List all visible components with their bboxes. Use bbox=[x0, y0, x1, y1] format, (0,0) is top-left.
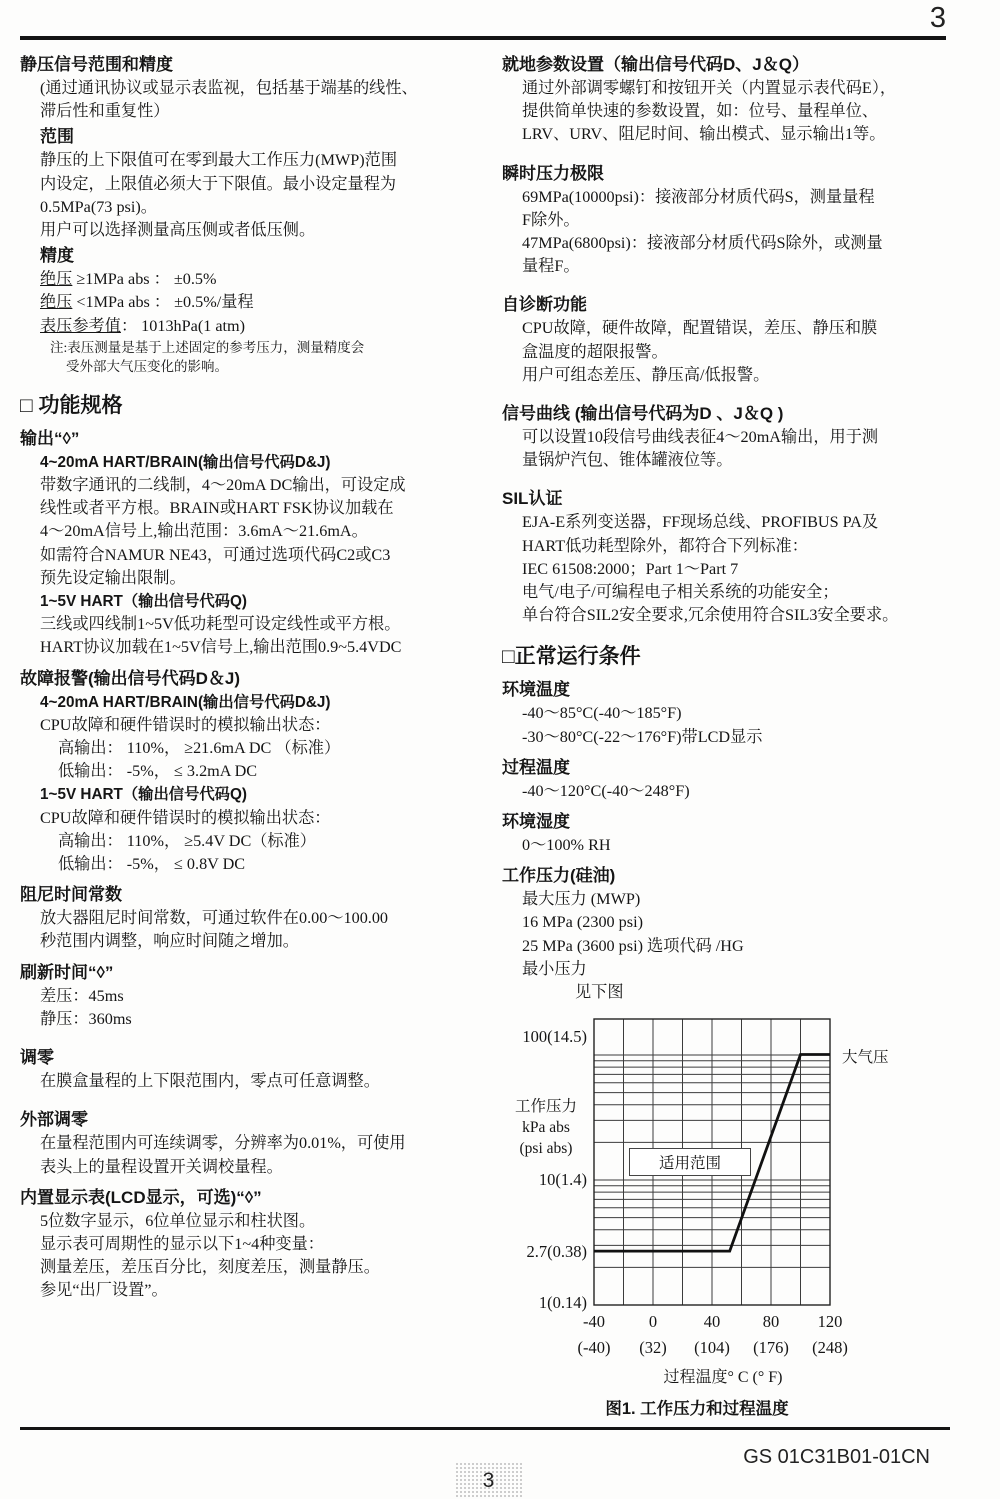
section-ambient-humidity bbox=[502, 810, 982, 857]
text-line: F除外。 bbox=[522, 210, 580, 229]
x-tick-label: (248) bbox=[812, 1338, 848, 1357]
section-heading: 外部调零 bbox=[20, 1110, 88, 1130]
y-tick-label: 1(0.14) bbox=[538, 1293, 587, 1312]
section-heading: 故障报警(输出信号代码D＆J) bbox=[20, 668, 241, 688]
subsection-heading: 1~5V HART（输出信号代码Q) bbox=[40, 786, 247, 804]
text-line: 低输出： -5%， ≤ 3.2mA DC bbox=[58, 762, 258, 781]
section-ambient-temperature bbox=[502, 678, 982, 748]
x-tick-label: 80 bbox=[762, 1312, 780, 1331]
text-line: 静压的上下限值可在零到最大工作压力(MWP)范围 bbox=[40, 151, 398, 170]
text-line: EJA-E系列变送器，FF现场总线、PROFIBUS PA及 bbox=[522, 513, 879, 532]
doc-code: GS 01C31B01-01CN bbox=[743, 1446, 930, 1468]
text-line: 滞后性和重复性） bbox=[40, 102, 170, 121]
section-heading: 阻尼时间常数 bbox=[20, 885, 122, 905]
text-line: 通过外部调零螺钉和按钮开关（内置显示表代码E）， bbox=[522, 79, 897, 97]
x-tick-label: (104) bbox=[694, 1338, 730, 1357]
section-local-parameter bbox=[502, 53, 982, 147]
page-number-top: 3 bbox=[929, 2, 946, 34]
chart-plot-area bbox=[497, 1012, 1000, 1424]
text-line: 三线或四线制1~5V低功耗型可设定线性或平方根。 bbox=[40, 615, 401, 634]
text-line: 在量程范围内可连续调零，分辨率为0.01%，可使用 bbox=[40, 1134, 406, 1153]
text-line: -40～120°C(-40～248°F) bbox=[522, 781, 690, 800]
figure-caption: 图1. 工作压力和过程温度 bbox=[605, 1400, 789, 1418]
section-zero-adjust bbox=[20, 1046, 494, 1093]
text-line: 测量差压，差压百分比，刻度差压，测量静压。 bbox=[40, 1258, 380, 1277]
text-line: 最大压力 (MWP) bbox=[522, 890, 641, 909]
y-axis-title-line: (psi abs) bbox=[519, 1140, 573, 1157]
text-line: 秒范围内调整，响应时间随之增加。 bbox=[40, 932, 299, 951]
section-heading: 内置显示表(LCD显示，可选)“◊” bbox=[20, 1187, 262, 1207]
text-line: 高输出： 110%， ≥21.6mA DC （标准） bbox=[58, 739, 341, 758]
page-number-bottom bbox=[455, 1462, 522, 1499]
subsection-heading: 范围 bbox=[40, 127, 74, 147]
text-line: 69MPa(10000psi)：接液部分材质代码S，测量量程 bbox=[522, 187, 875, 206]
underlined-term: 表压参考值 bbox=[40, 316, 121, 335]
left-column bbox=[20, 46, 494, 1303]
text-line: 0.5MPa(73 psi)。 bbox=[40, 197, 157, 216]
text-line: CPU故障和硬件错误时的模拟输出状态： bbox=[40, 715, 331, 734]
text-line: 提供简单快速的参数设置，如：位号、量程单位、 bbox=[522, 102, 879, 121]
x-tick-label: (-40) bbox=[577, 1338, 611, 1357]
section-output bbox=[20, 427, 494, 660]
text-line: 低输出： -5%， ≤ 0.8V DC bbox=[58, 855, 246, 874]
text-line: LRV、URV、阻尼时间、输出模式、显示输出1等。 bbox=[522, 125, 886, 144]
section-heading: 信号曲线 (输出信号代码为D 、J＆Q ) bbox=[502, 404, 784, 424]
section-failure-alarm bbox=[20, 667, 494, 877]
text-line: 如需符合NAMUR NE43，可通过选项代码C2或C3 bbox=[40, 545, 391, 564]
x-tick-label: (32) bbox=[639, 1338, 667, 1357]
text-line: 4～20mA信号上,输出范围：3.6mA～21.6mA。 bbox=[40, 522, 368, 541]
section-self-diagnostics bbox=[502, 293, 982, 387]
section-heading: 自诊断功能 bbox=[502, 295, 587, 315]
section-heading: 调零 bbox=[20, 1048, 54, 1068]
text-line: CPU故障和硬件错误时的模拟输出状态： bbox=[40, 808, 331, 827]
section-heading: 工作压力(硅油) bbox=[502, 866, 616, 886]
text-line: 见下图 bbox=[575, 983, 624, 1002]
text-line: -30～80°C(-22～176°F)带LCD显示 bbox=[522, 727, 763, 746]
section-signal-curve bbox=[502, 402, 982, 472]
text-line: 电气/电子/可编程电子相关系统的功能安全； bbox=[522, 583, 839, 602]
text-line: HART低功耗型除外，都符合下列标准： bbox=[522, 536, 808, 555]
text-line: 用户可组态差压、静压高/低报警。 bbox=[522, 365, 770, 384]
section-heading: 环境温度 bbox=[502, 680, 570, 700]
subsection-heading: 1~5V HART（输出信号代码Q) bbox=[40, 593, 247, 611]
text-line: 放大器阻尼时间常数，可通过软件在0.00～100.00 bbox=[40, 909, 389, 928]
section-heading: 刷新时间“◊” bbox=[20, 962, 114, 982]
note-line: 受外部大气压变化的影响。 bbox=[66, 358, 228, 374]
text-line: 参见“出厂设置”。 bbox=[40, 1281, 168, 1300]
text-line: 16 MPa (2300 psi) bbox=[522, 913, 643, 932]
text-line: CPU故障，硬件故障，配置错误，差压、静压和膜 bbox=[522, 319, 878, 338]
text-line: 0～100% RH bbox=[522, 836, 611, 855]
section-refresh-time bbox=[20, 961, 494, 1031]
section-static-pressure-signal bbox=[20, 53, 494, 376]
section-heading: 输出“◊” bbox=[20, 428, 80, 448]
section-working-pressure bbox=[502, 864, 982, 1004]
right-column bbox=[502, 46, 982, 1004]
text-line: 47MPa(6800psi)：接液部分材质代码S除外，或测量 bbox=[522, 234, 883, 253]
text-line: 盒温度的超限报警。 bbox=[522, 342, 668, 361]
text-line: 可以设置10段信号曲线表征4～20mA输出，用于测 bbox=[522, 428, 879, 447]
subsection-heading: 4~20mA HART/BRAIN(输出信号代码D&J) bbox=[40, 693, 331, 711]
text-line: 线性或者平方根。BRAIN或HART FSK协议加载在 bbox=[40, 499, 394, 518]
section-overpressure-limit bbox=[502, 162, 982, 279]
text-line bbox=[20, 315, 494, 338]
x-axis-title: 过程温度° C (° F) bbox=[663, 1369, 783, 1386]
annotation-text: 适用范围 bbox=[658, 1155, 721, 1172]
x-tick-label: 120 bbox=[817, 1312, 843, 1331]
text-span: ： 1013hPa(1 atm) bbox=[120, 316, 246, 335]
text-line: 25 MPa (3600 psi) 选项代码 /HG bbox=[522, 936, 744, 955]
section-external-zero bbox=[20, 1108, 494, 1178]
section-heading: SIL认证 bbox=[502, 489, 563, 509]
text-line: 表头上的量程设置开关调校量程。 bbox=[40, 1157, 283, 1176]
section-normal-operating-conditions: □正常运行条件 bbox=[502, 645, 641, 669]
text-line: 最小压力 bbox=[522, 959, 587, 978]
y-axis-title-line: 工作压力 bbox=[514, 1098, 577, 1115]
subsection-heading: 精度 bbox=[40, 246, 74, 266]
section-heading: 瞬时压力极限 bbox=[502, 163, 604, 183]
text-span: ≥1MPa abs ： ±0.5% bbox=[72, 270, 217, 289]
top-rule bbox=[20, 36, 946, 40]
section-heading: 就地参数设置（输出信号代码D、J＆Q） bbox=[502, 55, 809, 74]
x-tick-label: (176) bbox=[753, 1338, 789, 1357]
footer-rule bbox=[20, 1427, 950, 1430]
section-heading: 环境湿度 bbox=[502, 812, 570, 832]
y-axis-title-line: kPa abs bbox=[522, 1119, 570, 1136]
section-sil-certification bbox=[502, 487, 982, 627]
section-process-temperature bbox=[502, 756, 982, 803]
y-tick-label: 10(1.4) bbox=[538, 1170, 587, 1189]
section-heading: 静压信号范围和精度 bbox=[20, 55, 173, 74]
text-line: 在膜盒量程的上下限范围内，零点可任意调整。 bbox=[40, 1072, 380, 1091]
y-tick-label: 100(14.5) bbox=[522, 1027, 587, 1046]
x-tick-label: -40 bbox=[583, 1312, 605, 1331]
underlined-term: 绝压 bbox=[40, 270, 73, 289]
note-line: 注:表压测量是基于上述固定的参考压力，测量精度会 bbox=[50, 339, 365, 355]
text-line: HART协议加载在1~5V信号上,输出范围0.9~5.4VDC bbox=[40, 638, 402, 657]
text-line: 显示表可周期性的显示以下1~4种变量： bbox=[40, 1234, 324, 1253]
text-line: 高输出： 110%， ≥5.4V DC（标准） bbox=[58, 831, 316, 850]
text-line bbox=[20, 291, 494, 314]
text-line: 单台符合SIL2安全要求,冗余使用符合SIL3安全要求。 bbox=[522, 606, 899, 625]
subsection-heading: 4~20mA HART/BRAIN(输出信号代码D&J) bbox=[40, 453, 331, 471]
x-tick-label: 40 bbox=[703, 1312, 721, 1331]
underlined-term: 绝压 bbox=[40, 293, 73, 312]
text-span: <1MPa abs ： ±0.5%/量程 bbox=[72, 293, 254, 312]
text-line: 差压：45ms bbox=[40, 986, 124, 1005]
text-line: 内设定，上限值必须大于下限值。最小设定量程为 bbox=[40, 174, 397, 193]
figure1-chart bbox=[497, 1012, 1000, 1424]
x-tick-label: 0 bbox=[648, 1312, 658, 1331]
text-line: IEC 61508:2000；Part 1～Part 7 bbox=[522, 559, 739, 578]
section-integral-indicator bbox=[20, 1186, 494, 1303]
y-tick-label: 2.7(0.38) bbox=[526, 1242, 587, 1261]
page-number-text: 3 bbox=[482, 1468, 495, 1492]
text-line: 用户可以选择测量高压侧或者低压侧。 bbox=[40, 221, 316, 240]
text-line: 静压：360ms bbox=[40, 1009, 132, 1028]
atmospheric-pressure-annotation: 大气压 bbox=[842, 1049, 889, 1066]
text-line: 带数字通讯的二线制，4～20mA DC输出，可设定成 bbox=[40, 476, 406, 495]
text-line: -40～85°C(-40～185°F) bbox=[522, 704, 682, 723]
text-line: 量程F。 bbox=[522, 257, 580, 276]
text-line bbox=[20, 268, 494, 291]
text-line: 量锅炉汽包、锥体罐液位等。 bbox=[522, 451, 733, 470]
text-line: 预先设定输出限制。 bbox=[40, 568, 186, 587]
text-line: (通过通讯协议或显示表监视，包括基于端基的线性、 bbox=[40, 79, 418, 97]
applicable-range-annotation bbox=[629, 1148, 751, 1176]
text-line: 5位数字显示，6位单位显示和柱状图。 bbox=[40, 1211, 316, 1230]
section-heading: 过程温度 bbox=[502, 757, 570, 777]
section-functional-spec: □ 功能规格 bbox=[20, 393, 123, 417]
section-damping bbox=[20, 883, 494, 953]
y-axis-title bbox=[505, 1096, 587, 1159]
